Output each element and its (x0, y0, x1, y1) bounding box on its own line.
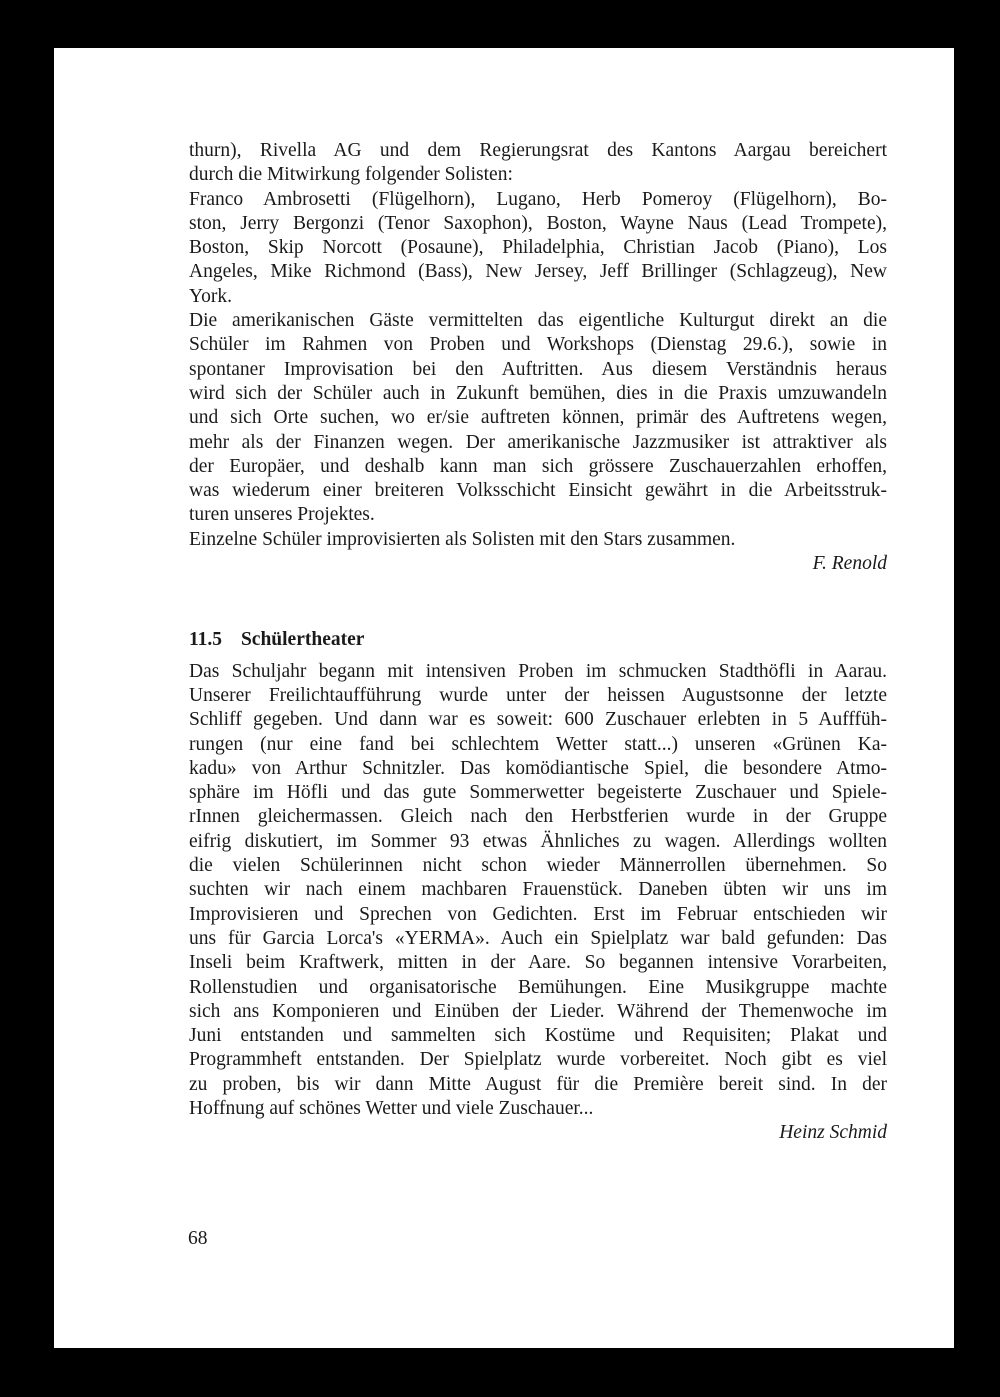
text-line: Programmheft entstanden. Der Spielplatz wurde vorbereitet. Noch gibt es viel (189, 1049, 887, 1071)
text-line: was wiederum einer breiteren Volksschicht Einsicht gewährt in die Arbeitsstruk- (189, 480, 887, 502)
text-line: Schliff gegeben. Und dann war es soweit: 600 Zuschauer erlebten in 5 Aufffüh- (189, 709, 887, 731)
text-line: York. (189, 285, 232, 307)
document-page (54, 48, 954, 1348)
text-line: durch die Mitwirkung folgender Solisten: (189, 164, 513, 186)
text-line: die vielen Schülerinnen nicht schon wieder Männerrollen übernehmen. So (189, 855, 887, 877)
text-line: zu proben, bis wir dann Mitte August für die Première bereit sind. In der (189, 1073, 887, 1095)
text-line: spontaner Improvisation bei den Auftritten. Aus diesem Verständnis heraus (189, 358, 887, 380)
text-line: rungen (nur eine fand bei schlechtem Wetter statt...) unseren «Grünen Ka- (189, 733, 887, 755)
text-line: Angeles, Mike Richmond (Bass), New Jersey, Jeff Brillinger (Schlagzeug), New (189, 261, 887, 283)
text-line: Einzelne Schüler improvisierten als Solisten mit den Stars zusammen. (189, 528, 736, 550)
text-line: uns für Garcia Lorca's «YERMA». Auch ein Spielplatz war bald gefunden: Das (189, 927, 887, 949)
text-line: der Europäer, und deshalb kann man sich grössere Zuschauerzahlen erhoffen, (189, 455, 887, 477)
section-jazz-report (189, 139, 887, 552)
text-line: turen unseres Projektes. (189, 504, 375, 526)
text-line: Schüler im Rahmen von Proben und Workshops (Dienstag 29.6.), sowie in (189, 334, 887, 356)
text-line: wird sich der Schüler auch in Zukunft bemühen, dies in die Praxis umzuwandeln (189, 382, 887, 404)
text-column (189, 139, 887, 1146)
text-line: ston, Jerry Bergonzi (Tenor Saxophon), Boston, Wayne Naus (Lead Trompete), (189, 212, 887, 234)
text-line: sphäre im Höfli und das gute Sommerwetter begeisterte Zuschauer und Spiele- (189, 782, 887, 804)
text-line: Rollenstudien und organisatorische Bemühungen. Eine Musikgruppe machte (189, 976, 887, 998)
text-line: kadu» von Arthur Schnitzler. Das komödiantische Spiel, die besondere Atmo- (189, 757, 887, 779)
text-line: Unserer Freilichtaufführung wurde unter der heissen Augustsonne der letzte (189, 684, 887, 706)
text-line: eifrig diskutiert, im Sommer 93 etwas Ähnliches zu wagen. Allerdings wollten (189, 830, 887, 852)
text-line: rInnen gleichermassen. Gleich nach den Herbstferien wurde in der Gruppe (189, 806, 887, 828)
text-line: thurn), Rivella AG und dem Regierungsrat des Kantons Aargau bereichert (189, 140, 887, 161)
text-line: Die amerikanischen Gäste vermittelten das eigentliche Kulturgut direkt an die (189, 310, 887, 332)
signature-renold: F. Renold (812, 553, 887, 575)
text-line: mehr als der Finanzen wegen. Der amerikanische Jazzmusiker ist attraktiver als (189, 431, 887, 453)
text-line: Hoffnung auf schönes Wetter und viele Zuschauer... (189, 1097, 594, 1119)
page-number: 68 (188, 1228, 208, 1249)
text-line: Das Schuljahr begann mit intensiven Proben im schmucken Stadthöfli in Aarau. (189, 660, 887, 682)
text-line: suchten wir nach einem machbaren Frauenstück. Daneben übten wir uns im (189, 879, 887, 901)
text-line: Franco Ambrosetti (Flügelhorn), Lugano, Herb Pomeroy (Flügelhorn), Bo- (189, 188, 887, 210)
section-theater-report (189, 660, 887, 1122)
text-line: sich ans Komponieren und Einüben der Lieder. Während der Themenwoche im (189, 1000, 887, 1022)
text-line: Improvisieren und Sprechen von Gedichten. Erst im Februar entschieden wir (189, 903, 887, 925)
section-number: 11.5 (189, 629, 223, 651)
text-line: Boston, Skip Norcott (Posaune), Philadelphia, Christian Jacob (Piano), Los (189, 237, 887, 259)
section-heading (189, 628, 887, 652)
section-title: Schülertheater (240, 629, 365, 651)
signature-schmid: Heinz Schmid (779, 1122, 887, 1144)
text-line: und sich Orte suchen, wo er/sie auftreten können, primär des Auftretens wegen, (189, 407, 887, 429)
text-line: Juni entstanden und sammelten sich Kostüme und Requisiten; Plakat und (189, 1025, 887, 1047)
text-line: Inseli beim Kraftwerk, mitten in der Aare. So begannen intensive Vorarbeiten, (189, 952, 887, 974)
